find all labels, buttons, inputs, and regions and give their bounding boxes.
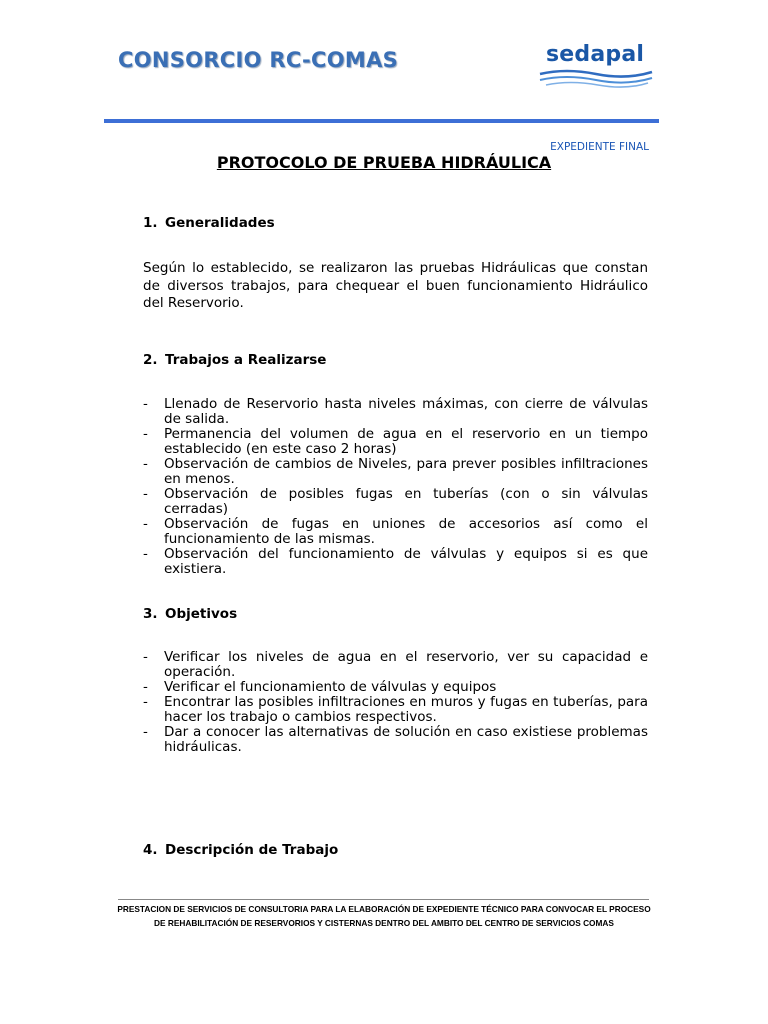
page-title: [0, 153, 768, 172]
section-2-title: Trabajos a Realizarse: [165, 352, 327, 368]
expediente-label: EXPEDIENTE FINAL: [550, 141, 649, 153]
list-item: - Observación de cambios de Niveles, para prever posibles infiltraciones en menos.: [143, 456, 648, 487]
sedapal-logo: [536, 42, 656, 94]
section-2-list: [143, 397, 648, 577]
footer: [110, 902, 658, 930]
section-2-number: 2.: [143, 352, 158, 368]
list-item: - Llenado de Reservorio hasta niveles máximas, con cierre de válvulas de salida.: [143, 396, 648, 427]
section-3-list: [143, 650, 648, 755]
section-4-number: 4.: [143, 842, 158, 858]
section-2-heading: [143, 352, 326, 368]
section-1-paragraph: Según lo establecido, se realizaron las pruebas Hidráulicas que constan de diversos trabajos, para chequear el buen funcionamiento Hidráulico del Reservorio.: [143, 260, 648, 311]
list-item: - Verificar los niveles de agua en el reservorio, ver su capacidad e operación.: [143, 649, 648, 680]
section-4-heading: [143, 842, 338, 858]
section-3-heading: [143, 606, 237, 622]
list-item: - Encontrar las posibles infiltraciones en muros y fugas en tuberías, para hacer los trabajo o cambios respectivos.: [143, 694, 648, 725]
section-3-title: Objetivos: [165, 606, 238, 622]
footer-line-1: PRESTACION DE SERVICIOS DE CONSULTORIA PARA LA ELABORACIÓN DE EXPEDIENTE TÉCNICO PARA CONVOCAR EL PROCESO: [117, 904, 651, 914]
list-item: - Observación de fugas en uniones de accesorios así como el funcionamiento de las mismas.: [143, 516, 648, 547]
wave-icon: [536, 66, 656, 92]
section-1-number: 1.: [143, 215, 158, 231]
list-item: - Observación de posibles fugas en tuberías (con o sin válvulas cerradas): [143, 486, 648, 517]
footer-line-2: DE REHABILITACIÓN DE RESERVORIOS Y CISTERNAS DENTRO DEL AMBITO DEL CENTRO DE SERVICIOS COMAS: [154, 918, 614, 928]
company-name: CONSORCIO RC-COMAS: [118, 48, 399, 72]
logo-text: sedapal: [546, 42, 645, 67]
list-item: - Verificar el funcionamiento de válvulas y equipos: [143, 679, 497, 695]
section-1-heading: [143, 215, 275, 231]
header-divider: [104, 119, 659, 123]
section-3-number: 3.: [143, 606, 158, 622]
list-item: - Observación del funcionamiento de válvulas y equipos si es que existiera.: [143, 546, 648, 577]
footer-divider: [118, 899, 649, 900]
section-4-title: Descripción de Trabajo: [165, 842, 339, 858]
list-item: - Permanencia del volumen de agua en el reservorio en un tiempo establecido (en este caso 2 horas): [143, 426, 648, 457]
page-title-text: PROTOCOLO DE PRUEBA HIDRÁULICA: [216, 153, 552, 172]
list-item: - Dar a conocer las alternativas de solución en caso existiese problemas hidráulicas.: [143, 724, 648, 755]
section-1-title: Generalidades: [165, 215, 275, 231]
